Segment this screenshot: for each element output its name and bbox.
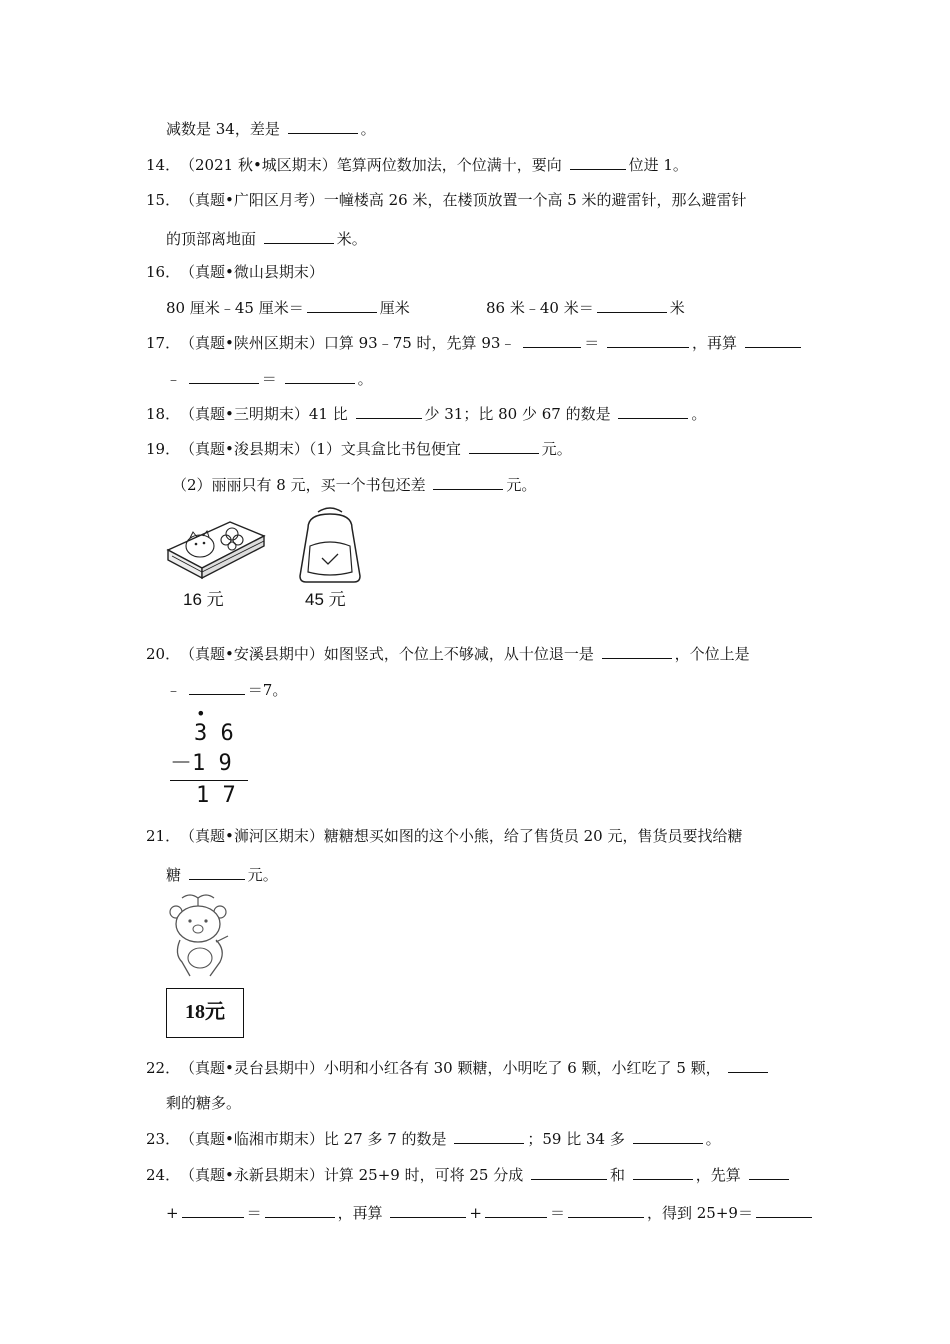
answer-blank[interactable] [307,297,377,313]
q16-unit-a: 厘米 [379,299,410,317]
q21-text2: 糖 [166,866,182,884]
q24-plus: + [166,1204,179,1222]
q17-end: 。 [357,370,373,388]
q17-minus: ﹣ [166,370,182,388]
pencil-box-image [160,508,270,584]
q24-result: ，得到 25+9＝ [646,1204,753,1222]
bear-price-box: 18元 [166,988,244,1038]
question-17 [146,332,804,353]
question-18 [146,403,706,424]
question-number: 16． [146,263,181,281]
q23-text: （真题•临湘市期末）比 27 多 7 的数是 [180,1130,447,1148]
question-number: 14． [146,156,181,174]
question-number: 24． [146,1166,181,1184]
q18-mid: 少 31；比 80 少 67 的数是 [424,405,611,423]
answer-blank[interactable] [570,154,626,170]
question-number: 18． [146,405,181,423]
answer-blank[interactable] [756,1202,812,1218]
answer-blank[interactable] [618,403,688,419]
answer-blank[interactable] [469,438,539,454]
answer-blank[interactable] [182,1202,244,1218]
answer-blank[interactable] [531,1164,607,1180]
q19-unit2: 元。 [506,476,537,494]
q17-eq: ＝ [584,334,600,352]
q17-eq2: ＝ [261,370,277,388]
answer-blank[interactable] [285,368,355,384]
question-24-line2 [166,1202,815,1223]
question-number: 21． [146,827,181,845]
vertical-subtrahend: －1 9 [170,751,232,776]
answer-blank[interactable] [189,864,245,880]
q13-text: 减数是 34，差是 [166,120,280,138]
answer-blank[interactable] [288,118,358,134]
question-number: 19． [146,440,181,458]
answer-blank[interactable] [633,1128,703,1144]
vertical-divider [170,780,248,781]
question-20 [146,643,750,664]
q15-text: （真题•广阳区月考）一幢楼高 26 米，在楼顶放置一个高 5 米的避雷针，那么避雷针 [180,191,747,209]
q19-text1: （真题•浚县期末）（1）文具盒比书包便宜 [180,440,461,458]
q24-and: 和 [610,1166,626,1184]
q20-text: （真题•安溪县期中）如图竖式，个位上不够减，从十位退一是 [180,645,594,663]
answer-blank[interactable] [264,228,334,244]
q15-text2: 的顶部离地面 [166,230,257,248]
q23-end: 。 [705,1130,721,1148]
q14-end: 位进 1。 [628,156,688,174]
question-16-a [166,297,410,318]
question-number: 20． [146,645,181,663]
question-number: 23． [146,1130,181,1148]
q18-text: （真题•三明期末）41 比 [180,405,348,423]
q24-plus2: + [469,1204,482,1222]
question-15 [146,190,747,210]
q13-end: 。 [360,120,376,138]
question-17-line2 [166,368,373,389]
answer-blank[interactable] [602,643,672,659]
question-15-line2 [166,228,367,249]
borrow-dot: • [196,704,206,723]
answer-blank[interactable] [597,297,667,313]
answer-blank[interactable] [728,1057,768,1073]
q17-text: （真题•陕州区期末）口算 93﹣75 时，先算 93﹣ [180,334,516,352]
question-24 [146,1164,792,1185]
q24-text: （真题•永新县期末）计算 25+9 时，可将 25 分成 [180,1166,524,1184]
q22-text: （真题•灵台县期中）小明和小红各有 30 颗糖，小明吃了 6 颗，小红吃了 5 颗， [180,1059,721,1077]
answer-blank[interactable] [454,1128,524,1144]
answer-blank[interactable] [189,679,245,695]
q20-minus: ﹣ [166,681,182,699]
question-19 [146,438,572,459]
answer-blank[interactable] [485,1202,547,1218]
q15-unit: 米。 [336,230,367,248]
answer-blank[interactable] [390,1202,466,1218]
q24-first: ，先算 [695,1166,741,1184]
answer-blank[interactable] [265,1202,335,1218]
q14-text: （2021 秋•城区期末）笔算两位数加法，个位满十，要向 [180,156,562,174]
answer-blank[interactable] [523,332,581,348]
q13-tail [166,118,376,139]
price-label-pencil-box: 16 元 [183,590,224,609]
q16-unit-b: 米 [669,299,685,317]
backpack-image [294,506,366,586]
question-16 [146,262,324,282]
vertical-top-number: 3 6 [194,721,234,746]
q21-unit: 元。 [247,866,278,884]
answer-blank[interactable] [607,332,689,348]
q19-text2: （2）丽丽只有 8 元，买一个书包还差 [172,476,426,494]
q24-then: ，再算 [337,1204,383,1222]
question-21-line2 [166,864,278,885]
question-22-line2: 剩的糖多。 [166,1094,242,1112]
q16-source: （真题•微山县期末） [180,263,324,281]
price-label-backpack: 45 元 [305,590,346,609]
answer-blank[interactable] [749,1164,789,1180]
question-number: 22． [146,1059,181,1077]
answer-blank[interactable] [568,1202,644,1218]
question-22 [146,1057,771,1078]
question-number: 17． [146,334,181,352]
q20-text-end: ，个位上是 [674,645,750,663]
answer-blank[interactable] [189,368,259,384]
question-19-part2 [172,474,536,495]
q20-result: ＝7。 [247,681,288,699]
question-number: 15． [146,191,181,209]
q16-expr-a: 80 厘米﹣45 厘米＝ [166,299,304,317]
teddy-bear-image [160,890,236,980]
q24-eq2: ＝ [549,1204,565,1222]
q21-text: （真题•浉河区期末）糖糖想买如图的这个小熊，给了售货员 20 元，售货员要找给糖 [180,827,743,845]
q23-mid: ；59 比 34 多 [527,1130,625,1148]
question-23 [146,1128,721,1149]
answer-blank[interactable] [633,1164,693,1180]
question-16-b [486,297,685,318]
answer-blank[interactable] [433,474,503,490]
q18-end: 。 [691,405,707,423]
q17-then: ，再算 [692,334,738,352]
answer-blank[interactable] [745,332,801,348]
vertical-result: 1 7 [196,783,236,808]
question-20-line2 [166,679,287,700]
q24-eq: ＝ [246,1204,262,1222]
answer-blank[interactable] [356,403,422,419]
q19-unit1: 元。 [541,440,572,458]
question-21 [146,826,742,846]
question-14 [146,154,688,175]
q16-expr-b: 86 米﹣40 米＝ [486,299,594,317]
